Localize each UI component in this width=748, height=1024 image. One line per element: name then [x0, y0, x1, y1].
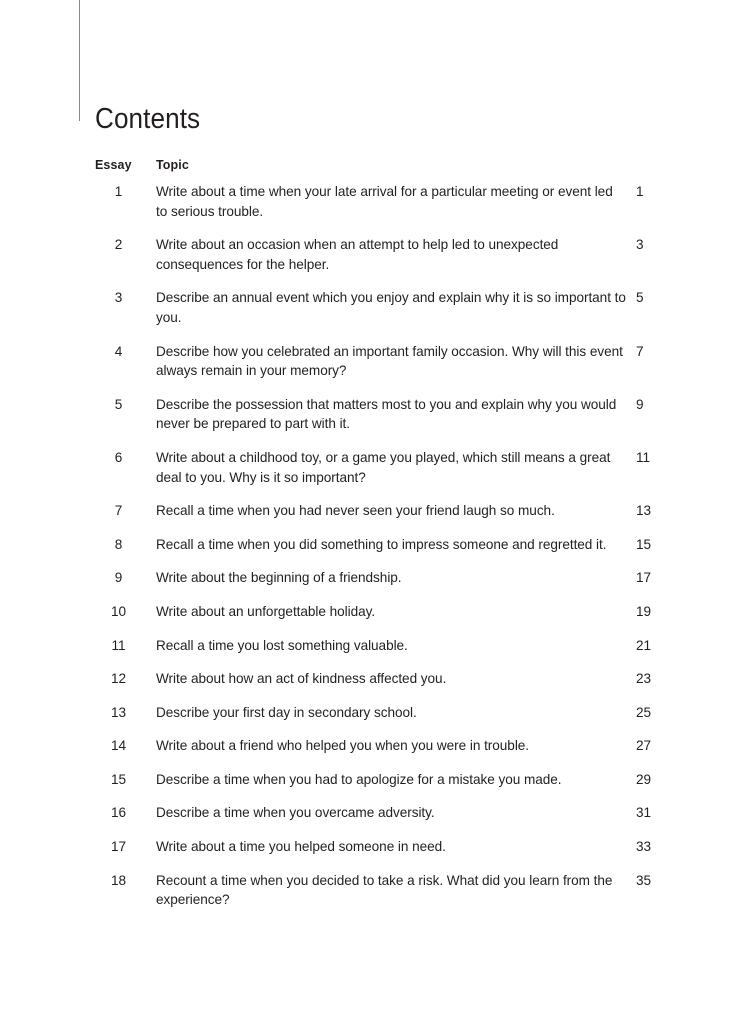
- table-row[interactable]: [95, 395, 665, 448]
- toc-page-number: 19: [636, 603, 652, 619]
- column-header-page: [636, 158, 665, 182]
- toc-page-number: 23: [636, 671, 652, 687]
- toc-topic-text: Write about a friend who helped you when you were in trouble.: [156, 738, 530, 754]
- table-row[interactable]: [95, 501, 665, 535]
- column-header-essay: Essay: [95, 158, 132, 172]
- table-row[interactable]: [95, 837, 665, 871]
- toc-page-number: 11: [636, 449, 651, 465]
- toc-page-number: 15: [636, 536, 652, 552]
- toc-topic-text: Recall a time you lost something valuable.: [156, 637, 408, 653]
- toc-topic-text: Write about how an act of kindness affected you.: [156, 671, 447, 687]
- toc-topic-text: Write about the beginning of a friendship.: [156, 570, 402, 586]
- column-header-topic: Topic: [156, 158, 189, 172]
- toc-page-number: 3: [636, 237, 644, 253]
- toc-essay-number: 3: [114, 290, 123, 306]
- toc-essay-number: 11: [111, 637, 126, 653]
- toc-topic-text: Write about an occasion when an attempt to help led to unexpected consequences for the helper.: [156, 237, 559, 272]
- toc-page-number: 7: [636, 343, 644, 359]
- toc-essay-number: 4: [114, 343, 123, 359]
- toc-page-number: 31: [636, 805, 652, 821]
- toc-page-number: 13: [636, 503, 652, 519]
- table-of-contents: [95, 158, 665, 924]
- toc-essay-number: 10: [110, 603, 127, 619]
- page-trim-rule: [79, 0, 80, 121]
- toc-topic-text: Describe an annual event which you enjoy and explain why it is so important to you.: [156, 290, 626, 325]
- toc-table: [95, 158, 665, 924]
- toc-topic-text: Describe a time when you had to apologize for a mistake you made.: [156, 771, 562, 787]
- toc-topic-text: Recall a time when you had never seen your friend laugh so much.: [156, 503, 555, 519]
- toc-topic-text: Describe how you celebrated an important family occasion. Why will this event always remain in your memory?: [156, 343, 623, 379]
- toc-essay-number: 5: [114, 396, 123, 412]
- toc-essay-number: 2: [114, 237, 123, 253]
- table-row[interactable]: [95, 182, 665, 235]
- toc-essay-number: 6: [114, 449, 123, 465]
- toc-essay-number: 7: [114, 503, 123, 519]
- toc-essay-number: 17: [110, 839, 127, 855]
- toc-topic-text: Write about an unforgettable holiday.: [156, 603, 376, 619]
- table-row[interactable]: [95, 342, 665, 395]
- toc-essay-number: 9: [114, 570, 123, 586]
- toc-page-number: 25: [636, 704, 652, 720]
- toc-page-number: 35: [636, 872, 652, 888]
- toc-essay-number: 14: [110, 738, 127, 754]
- page-title: Contents: [95, 103, 201, 136]
- toc-essay-number: 1: [114, 184, 123, 199]
- toc-topic-text: Describe the possession that matters most to you and explain why you would never be prepared to part with it.: [156, 396, 617, 432]
- table-row[interactable]: [95, 803, 665, 837]
- toc-page-number: 5: [636, 290, 644, 306]
- table-row[interactable]: [95, 871, 665, 924]
- table-row[interactable]: [95, 770, 665, 804]
- toc-page-number: 9: [636, 396, 644, 412]
- table-row[interactable]: [95, 448, 665, 501]
- toc-topic-text: Describe a time when you overcame adversity.: [156, 805, 435, 821]
- table-row[interactable]: [95, 235, 665, 288]
- table-header-row: [95, 158, 665, 182]
- table-row[interactable]: [95, 703, 665, 737]
- toc-table-header: [95, 158, 665, 182]
- toc-topic-text: Write about a time you helped someone in need.: [156, 839, 446, 855]
- toc-essay-number: 13: [110, 704, 127, 720]
- toc-topic-text: Recall a time when you did something to impress someone and regretted it.: [156, 536, 607, 552]
- toc-essay-number: 18: [110, 872, 127, 888]
- toc-page-number: 33: [636, 839, 652, 855]
- toc-page-number: 17: [636, 570, 652, 586]
- toc-page-number: 21: [636, 637, 652, 653]
- toc-page-number: 1: [636, 184, 644, 199]
- toc-topic-text: Write about a childhood toy, or a game you played, which still means a great deal to you. Why is it so important?: [156, 449, 611, 485]
- table-row[interactable]: [95, 288, 665, 341]
- table-row[interactable]: [95, 602, 665, 636]
- toc-page-number: 27: [636, 738, 652, 754]
- toc-essay-number: 15: [110, 771, 127, 787]
- toc-topic-text: Describe your first day in secondary school.: [156, 704, 417, 720]
- toc-topic-text: Write about a time when your late arrival for a particular meeting or event led to serious trouble.: [156, 184, 613, 219]
- table-row[interactable]: [95, 636, 665, 670]
- table-row[interactable]: [95, 736, 665, 770]
- toc-table-body: [95, 182, 665, 924]
- toc-essay-number: 12: [110, 671, 127, 687]
- toc-topic-text: Recount a time when you decided to take a risk. What did you learn from the experience?: [156, 872, 613, 908]
- toc-essay-number: 16: [110, 805, 127, 821]
- toc-essay-number: 8: [114, 536, 123, 552]
- table-row[interactable]: [95, 535, 665, 569]
- table-row[interactable]: [95, 669, 665, 703]
- toc-page-number: 29: [636, 771, 652, 787]
- table-row[interactable]: [95, 568, 665, 602]
